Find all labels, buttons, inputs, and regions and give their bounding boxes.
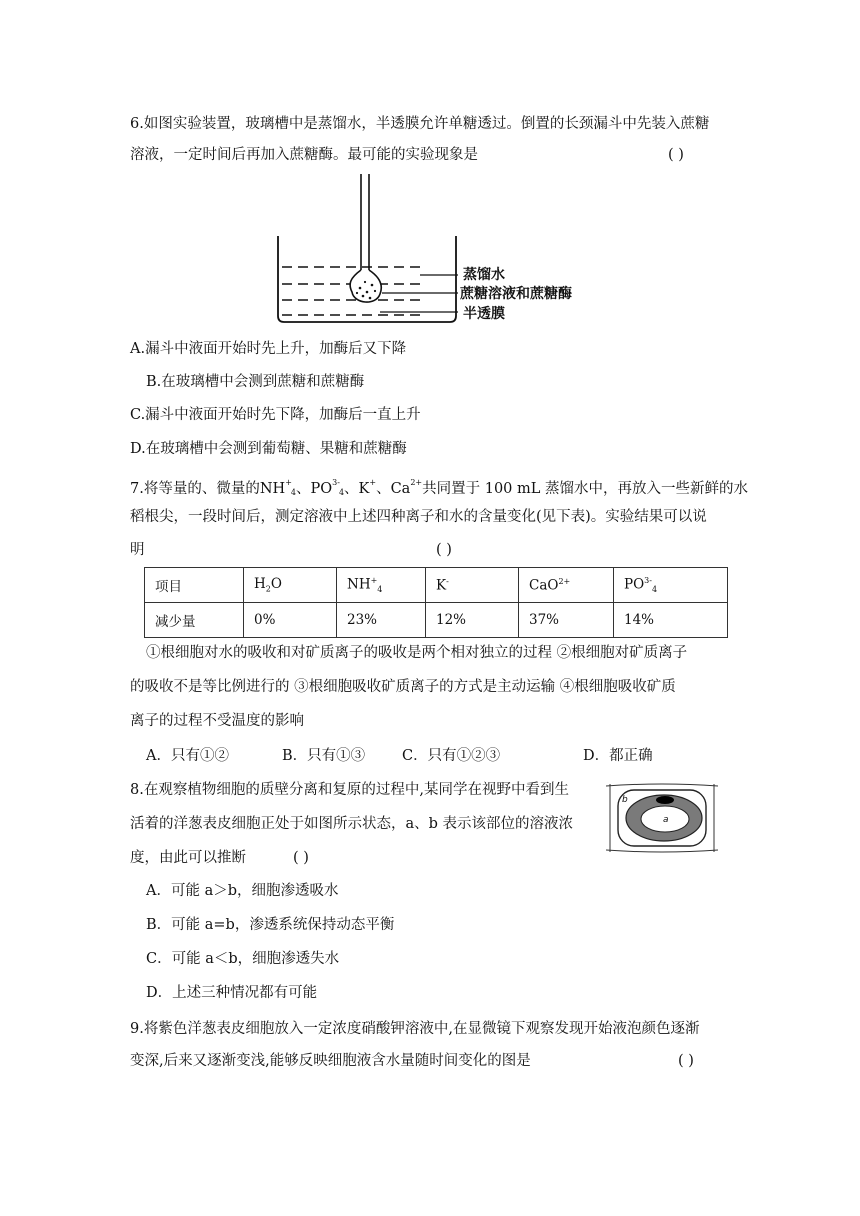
q7-statements-line-2: 的吸收不是等比例进行的 ③根细胞吸收矿质离子的方式是主动运输 ④根细胞吸收矿质 [130,679,676,695]
q7-statements-line-3: 离子的过程不受温度的影响 [130,713,304,729]
label-b: b [622,795,628,805]
q7-stem-line-2: 稻根尖，一段时间后，测定溶液中上述四种离子和水的含量变化(见下表)。实验结果可以说 [130,509,707,525]
q7-option-c: C．只有①②③ [402,748,501,764]
q9-stem-line-2: 变深,后来又逐渐变浅,能够反映细胞液含水量随时间变化的图是 [130,1053,531,1069]
ion-potassium: K+ [358,478,377,497]
label-a: a [663,815,669,825]
q7-stem-end: 共同置于 100 mL 蒸馏水中，再放入一些新鲜的水 [422,481,749,497]
table-row [145,603,728,638]
q7-answer-paren: ( ) [436,542,452,558]
table-header: 项目 [145,568,244,603]
q6-option-a: A.漏斗中液面开始时先上升，加酶后又下降 [130,341,407,357]
q6-answer-paren: ( ) [668,147,684,163]
table-header-ammonium: $NH^+_4$ [337,568,426,603]
q8-option-c: C．可能 a＜b，细胞渗透失水 [146,951,340,967]
q7-stem-line-1: 7.将等量的、微量的$NH^+_4$、$PO^{3-}_4$、K+、$Ca^{2+}$共同置于 100 mL 蒸馏水中，再放入一些新鲜的水 [130,478,749,497]
q6-stem-line-1: 6.如图实验装置，玻璃槽中是蒸馏水，半透膜允许单糖透过。倒置的长颈漏斗中先装入蔗糖 [130,116,710,132]
q8-stem-line-1: 8.在观察植物细胞的质壁分离和复原的过程中,某同学在视野中看到生 [130,782,569,798]
q8-stem-line-2: 活着的洋葱表皮细胞正处于如图所示状态，a、b 表示该部位的溶液浓 [130,816,574,832]
q8-answer-paren: ( ) [293,850,309,866]
q7-option-b: B．只有①③ [282,748,366,764]
q6-option-d: D.在玻璃槽中会测到葡萄糖、果糖和蔗糖酶 [130,441,407,457]
table-header-row [145,568,728,603]
table-header-calcium: CaO$^{2+}$ [519,568,614,603]
q7-option-d: D．都正确 [583,748,653,764]
q6-figure-osmosis-apparatus [270,172,600,326]
ion-ammonium: $NH^+_4$ [259,478,296,497]
q6-stem-line-2: 溶液，一定时间后再加入蔗糖酶。最可能的实验现象是 [130,147,478,163]
q7-stem-line-3: 明 [130,542,145,558]
q8-option-a: A．可能 a＞b，细胞渗透吸水 [146,883,339,899]
q8-option-d: D．上述三种情况都有可能 [146,985,318,1001]
table-header-water: $H_2O$ [244,568,337,603]
label-distilled-water: 蒸馏水 [463,267,505,283]
table-row-label: 减少量 [145,603,244,638]
table-cell: 0% [244,603,337,638]
q8-figure-plasmolyzed-cell [606,780,718,856]
q7-stem-start: 7.将等量的、微量的 [130,481,260,497]
table-header-potassium: K- [426,568,519,603]
table-cell: 12% [426,603,519,638]
ion-phosphate: $PO^{3-}_4$ [310,478,345,497]
ion-uptake-table [144,567,728,638]
label-sucrose-and-enzyme: 蔗糖溶液和蔗糖酶 [460,286,572,302]
table-cell: 14% [614,603,728,638]
q8-option-b: B．可能 a=b，渗透系统保持动态平衡 [146,917,395,933]
table-cell: 37% [519,603,614,638]
q7-statements-line-1: ①根细胞对水的吸收和对矿质离子的吸收是两个相对独立的过程 ②根细胞对矿质离子 [146,645,688,661]
q9-answer-paren: ( ) [678,1053,694,1069]
q9-stem-line-1: 9.将紫色洋葱表皮细胞放入一定浓度硝酸钾溶液中,在显微镜下观察发现开始液泡颜色逐渐 [130,1021,700,1037]
table-header-phosphate: $PO^{3-}_4$ [614,568,728,603]
ion-calcium: $Ca^{2+}$ [390,478,423,497]
q8-stem-line-3: 度，由此可以推断 [130,850,246,866]
q6-option-c: C.漏斗中液面开始时先下降，加酶后一直上升 [130,407,421,423]
table-cell: 23% [337,603,426,638]
q6-option-b: B.在玻璃槽中会测到蔗糖和蔗糖酶 [146,374,365,390]
label-semipermeable-membrane: 半透膜 [463,306,505,322]
q7-option-a: A．只有①② [146,748,229,764]
